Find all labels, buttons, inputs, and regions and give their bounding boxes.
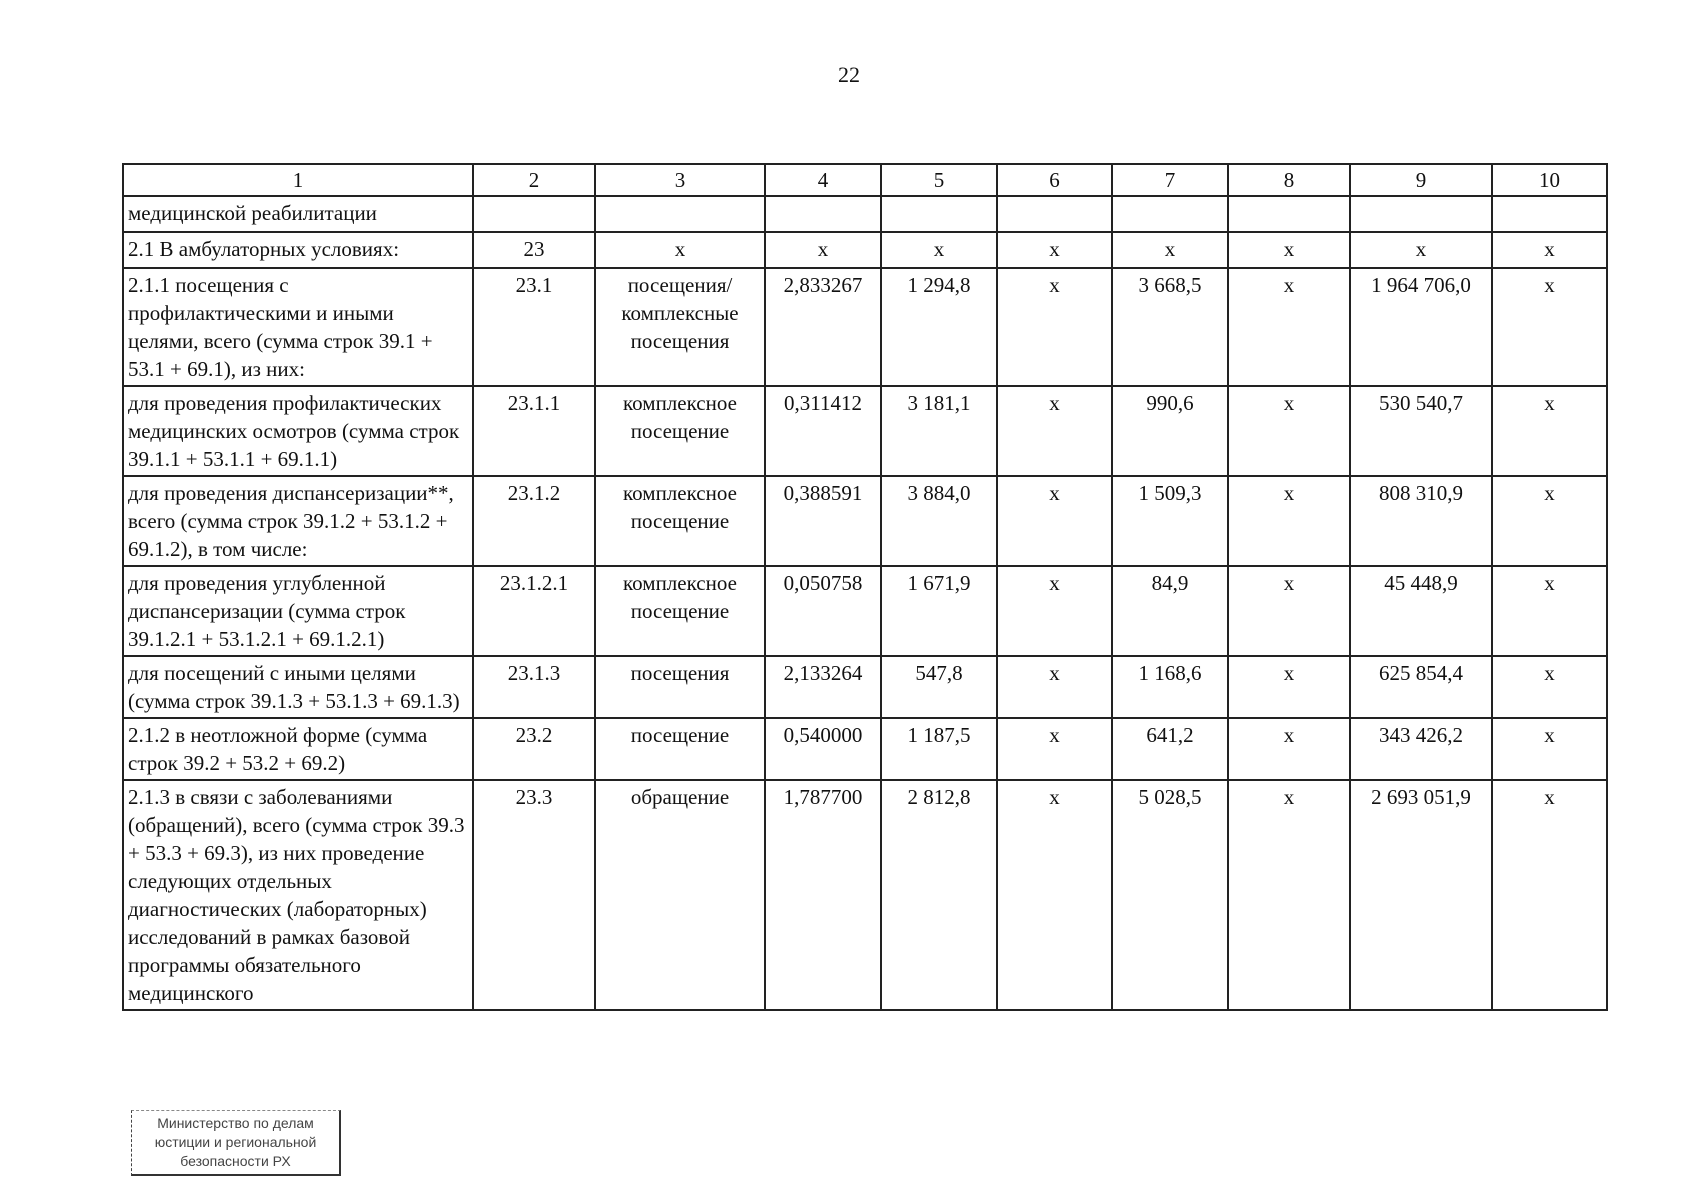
table-row	[123, 718, 1607, 780]
table-cell: посещения/ комплексные посещения	[595, 268, 765, 386]
table-cell: посещение	[595, 718, 765, 780]
column-number-6: 6	[997, 164, 1112, 196]
table-cell: 1 509,3	[1112, 476, 1228, 566]
table-cell: х	[1492, 476, 1607, 566]
table-cell: 1 187,5	[881, 718, 997, 780]
table-cell: х	[765, 232, 881, 268]
row-label-cell: медицинской реабилитации	[123, 196, 473, 232]
table-cell: х	[1492, 268, 1607, 386]
table-cell: х	[1228, 718, 1350, 780]
table-cell	[1350, 196, 1492, 232]
table-cell: х	[1228, 476, 1350, 566]
table-row	[123, 780, 1607, 1010]
table-header-row	[123, 164, 1607, 196]
table-cell: х	[997, 386, 1112, 476]
table-cell: 23.1.3	[473, 656, 595, 718]
table-cell: х	[1492, 386, 1607, 476]
table-cell: комплексное посещение	[595, 386, 765, 476]
table-cell: х	[997, 656, 1112, 718]
table-cell: 2 812,8	[881, 780, 997, 1010]
table-cell: х	[1228, 268, 1350, 386]
table-cell: 1 964 706,0	[1350, 268, 1492, 386]
row-label-cell: для проведения углубленной диспансеризации (сумма строк 39.1.2.1 + 53.1.2.1 + 69.1.2.1)	[123, 566, 473, 656]
table-cell: обращение	[595, 780, 765, 1010]
table-cell: 3 668,5	[1112, 268, 1228, 386]
table-cell: 84,9	[1112, 566, 1228, 656]
table-cell: х	[1228, 656, 1350, 718]
table-cell: х	[997, 718, 1112, 780]
table-cell: 23.1.2	[473, 476, 595, 566]
table-cell: х	[1228, 232, 1350, 268]
table-cell: 1 294,8	[881, 268, 997, 386]
table-cell: 5 028,5	[1112, 780, 1228, 1010]
table-row	[123, 566, 1607, 656]
table-cell: х	[1492, 718, 1607, 780]
row-label-cell: 2.1 В амбулаторных условиях:	[123, 232, 473, 268]
table-row	[123, 196, 1607, 232]
table-row	[123, 476, 1607, 566]
table-cell: 808 310,9	[1350, 476, 1492, 566]
table-row	[123, 386, 1607, 476]
table-cell: 0,540000	[765, 718, 881, 780]
table-cell: 0,388591	[765, 476, 881, 566]
table-cell: 45 448,9	[1350, 566, 1492, 656]
column-number-5: 5	[881, 164, 997, 196]
row-label-cell: для посещений с иными целями (сумма строк 39.1.3 + 53.1.3 + 69.1.3)	[123, 656, 473, 718]
table-cell: х	[1350, 232, 1492, 268]
table-cell: 2 693 051,9	[1350, 780, 1492, 1010]
table-cell: 23.1.2.1	[473, 566, 595, 656]
table-cell: х	[997, 780, 1112, 1010]
table-cell: 23.2	[473, 718, 595, 780]
column-number-7: 7	[1112, 164, 1228, 196]
column-number-3: 3	[595, 164, 765, 196]
table-cell: 2,833267	[765, 268, 881, 386]
table-cell	[1492, 196, 1607, 232]
table-cell: х	[1492, 656, 1607, 718]
table-cell: посещения	[595, 656, 765, 718]
table-cell: х	[1492, 780, 1607, 1010]
column-number-1: 1	[123, 164, 473, 196]
table-cell: х	[997, 476, 1112, 566]
table-cell	[765, 196, 881, 232]
table-cell: х	[1228, 386, 1350, 476]
table-cell: х	[1492, 232, 1607, 268]
table-cell: 23.3	[473, 780, 595, 1010]
table-cell: 1 168,6	[1112, 656, 1228, 718]
table-cell: 641,2	[1112, 718, 1228, 780]
table-cell: 3 884,0	[881, 476, 997, 566]
ministry-stamp	[131, 1110, 341, 1176]
table-cell: 23.1	[473, 268, 595, 386]
table-cell: 530 540,7	[1350, 386, 1492, 476]
table-cell: х	[595, 232, 765, 268]
table-cell: 1 671,9	[881, 566, 997, 656]
row-label-cell: 2.1.3 в связи с заболеваниями (обращений), всего (сумма строк 39.3 + 53.3 + 69.3), из них проведение следующих отдельных диагностических (лабораторных) исследований в рамках базовой программы обязательного медицинского	[123, 780, 473, 1010]
column-number-8: 8	[1228, 164, 1350, 196]
table-cell: 23	[473, 232, 595, 268]
table-cell: х	[1228, 780, 1350, 1010]
table-cell	[1228, 196, 1350, 232]
table-cell: 343 426,2	[1350, 718, 1492, 780]
row-label-cell: для проведения профилактических медицинских осмотров (сумма строк 39.1.1 + 53.1.1 + 69.1.1)	[123, 386, 473, 476]
table-cell: комплексное посещение	[595, 476, 765, 566]
stamp-line-2: юстиции и региональной	[154, 1134, 317, 1150]
table-cell: х	[1492, 566, 1607, 656]
row-label-cell: 2.1.2 в неотложной форме (сумма строк 39.2 + 53.2 + 69.2)	[123, 718, 473, 780]
table-cell: х	[997, 232, 1112, 268]
row-label-cell: 2.1.1 посещения с профилактическими и иными целями, всего (сумма строк 39.1 + 53.1 + 69.1), из них:	[123, 268, 473, 386]
table-cell	[1112, 196, 1228, 232]
table-row	[123, 232, 1607, 268]
table-cell	[595, 196, 765, 232]
table-cell	[881, 196, 997, 232]
table-cell	[473, 196, 595, 232]
table-cell: 990,6	[1112, 386, 1228, 476]
table-row	[123, 268, 1607, 386]
table-cell: 23.1.1	[473, 386, 595, 476]
table-cell: х	[1228, 566, 1350, 656]
row-label-cell: для проведения диспансеризации**, всего (сумма строк 39.1.2 + 53.1.2 + 69.1.2), в том числе:	[123, 476, 473, 566]
page-number: 22	[838, 62, 860, 87]
table-cell: 1,787700	[765, 780, 881, 1010]
stamp-line-3: безопасности РХ	[180, 1153, 291, 1169]
stamp-line-1: Министерство по делам	[157, 1115, 314, 1131]
table-cell: х	[997, 566, 1112, 656]
column-number-4: 4	[765, 164, 881, 196]
table-cell: комплексное посещение	[595, 566, 765, 656]
data-table	[122, 163, 1608, 1011]
column-number-9: 9	[1350, 164, 1492, 196]
column-number-10: 10	[1492, 164, 1607, 196]
table-row	[123, 656, 1607, 718]
table-cell: х	[1112, 232, 1228, 268]
column-number-2: 2	[473, 164, 595, 196]
table-cell: 0,050758	[765, 566, 881, 656]
table-cell: х	[997, 268, 1112, 386]
table-cell: 547,8	[881, 656, 997, 718]
table-cell	[997, 196, 1112, 232]
table-cell: 0,311412	[765, 386, 881, 476]
table-cell: 3 181,1	[881, 386, 997, 476]
table-cell: х	[881, 232, 997, 268]
table-cell: 625 854,4	[1350, 656, 1492, 718]
table-cell: 2,133264	[765, 656, 881, 718]
